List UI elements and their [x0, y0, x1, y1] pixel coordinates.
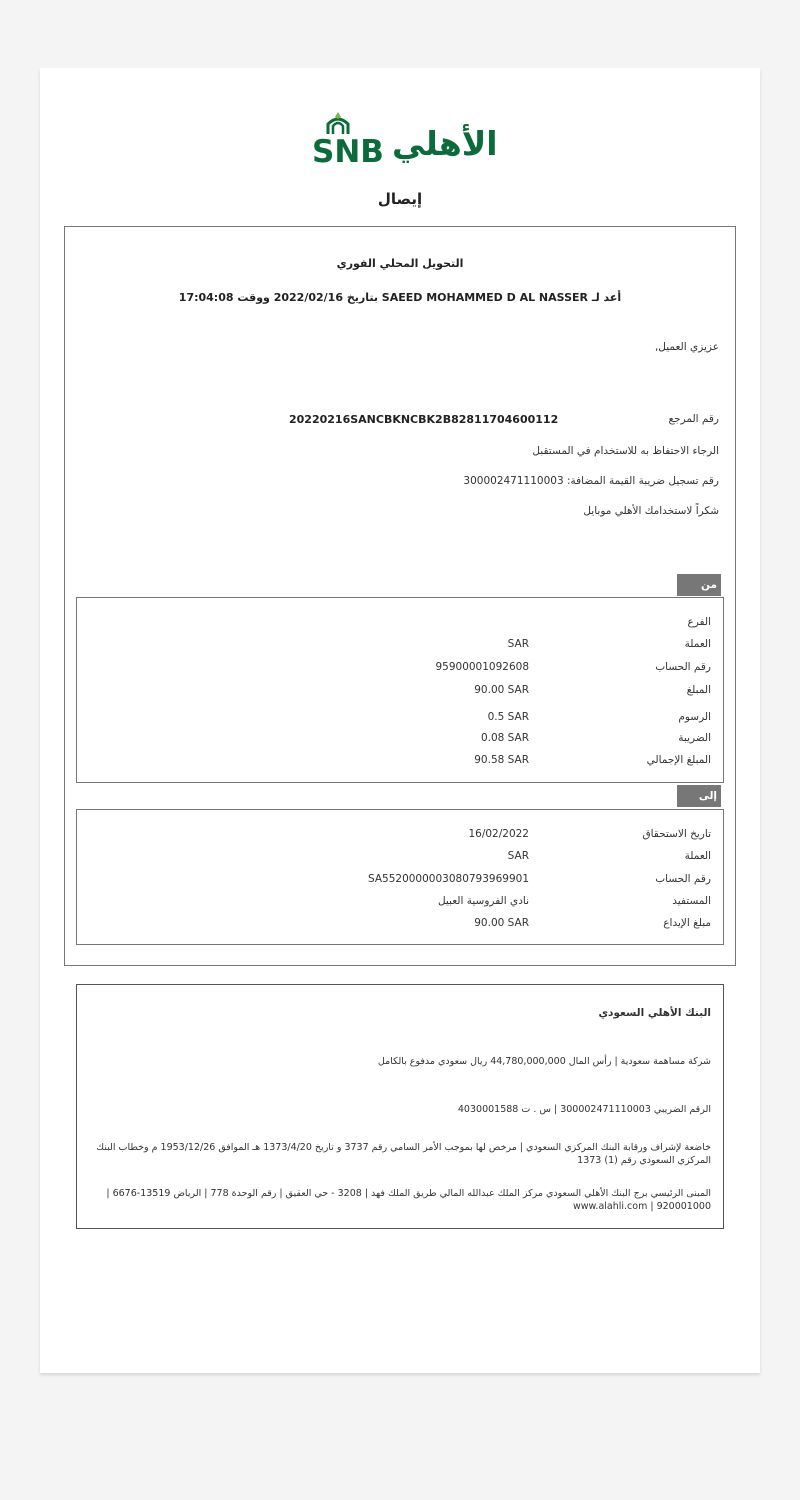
row-value: 0.08 SAR [480, 732, 529, 744]
bank-name: البنك الأهلي السعودي [598, 1007, 711, 1019]
row-label: العملة [684, 850, 711, 862]
row-value: SAR [507, 638, 529, 650]
row-value: 95900001092608 [435, 661, 529, 673]
table-row [77, 732, 723, 748]
transfer-title: التحويل المحلي الفوري [336, 257, 464, 270]
keep-note: الرجاء الاحتفاظ به للاستخدام في المستقبل [532, 445, 719, 457]
table-row [77, 850, 723, 866]
table-row [77, 684, 723, 700]
to-section [76, 809, 724, 945]
row-value: SAR [507, 850, 529, 862]
row-label: المبلغ [686, 684, 711, 696]
row-value: 90.00 SAR [474, 917, 529, 929]
row-value: SA5520000003080793969901 [367, 873, 529, 885]
row-label: رقم الحساب [655, 661, 711, 673]
row-value: 0.5 SAR [487, 711, 529, 723]
prepared-for-line: أعد لـ SAEED MOHAMMED D AL NASSER بتاريخ 2022/02/16 ووقت 17:04:08 [178, 291, 622, 304]
row-label: المستفيد [672, 895, 711, 907]
greeting: عزيزي العميل, [654, 341, 719, 353]
table-row [77, 828, 723, 844]
row-label: الفرع [687, 616, 711, 628]
row-label: رقم الحساب [655, 873, 711, 885]
from-section [76, 597, 724, 783]
snb-logo [312, 110, 498, 170]
tax-line: الرقم الضريبي 300002471110003 | س . ت 4030001588 [457, 1104, 711, 1115]
row-label: العملة [684, 638, 711, 650]
row-value: 90.00 SAR [474, 684, 529, 696]
address-line: المبنى الرئيسي برج البنك الأهلي السعودي مركز الملك عبدالله المالي طريق الملك فهد | 3208 - حي العقيق | رقم الوحدة 778 | الرياض 13519-6676 | www.alahli.com | 920001000 [106, 1188, 711, 1212]
logo-text-ar: الأهلي [392, 124, 498, 163]
table-row [77, 917, 723, 933]
receipt-page [40, 68, 760, 1373]
reference-label: رقم المرجع [668, 413, 719, 425]
vat-line: رقم تسجيل ضريبة القيمة المضافة: 300002471110003 [463, 475, 719, 487]
table-row [77, 661, 723, 677]
reference-value: 20220216SANCBKNCBK2B82811704600112 [289, 413, 559, 426]
table-row [77, 638, 723, 654]
transfer-details-box [64, 226, 736, 966]
capital-line: شركة مساهمة سعودية | رأس المال 44,780,000,000 ريال سعودي مدفوع بالكامل [377, 1056, 711, 1067]
table-row [77, 711, 723, 727]
row-value: 90.58 SAR [474, 754, 529, 766]
bank-footer-box [76, 984, 724, 1229]
row-label: الرسوم [678, 711, 711, 723]
regulation-line: خاضعة لإشراف ورقابة البنك المركزي السعودي | مرخص لها بموجب الأمر السامي رقم 3737 و تاريخ 1373/4/20 هـ الموافق 1953/12/26 م وخطاب البنك المركزي السعودي رقم (1) 1373 [96, 1142, 711, 1166]
row-label: تاريخ الاستحقاق [642, 828, 711, 840]
table-row [77, 895, 723, 911]
to-tab: إلى [677, 785, 721, 807]
table-row [77, 616, 723, 632]
logo-text-en: SNB [312, 134, 384, 170]
row-label: مبلغ الإيداع [663, 917, 711, 929]
from-tab: من [677, 574, 721, 596]
row-label: المبلغ الإجمالي [646, 754, 711, 766]
row-value: نادي الفروسية العبيل [437, 895, 529, 907]
row-value: 16/02/2022 [468, 828, 529, 840]
table-row [77, 873, 723, 889]
table-row [77, 754, 723, 770]
document-title: إيصال [377, 190, 423, 208]
logo-arch-icon [326, 112, 350, 134]
row-label: الضريبة [678, 732, 711, 744]
thanks-line: شكراً لاستخدامك الأهلي موبايل [583, 505, 719, 517]
